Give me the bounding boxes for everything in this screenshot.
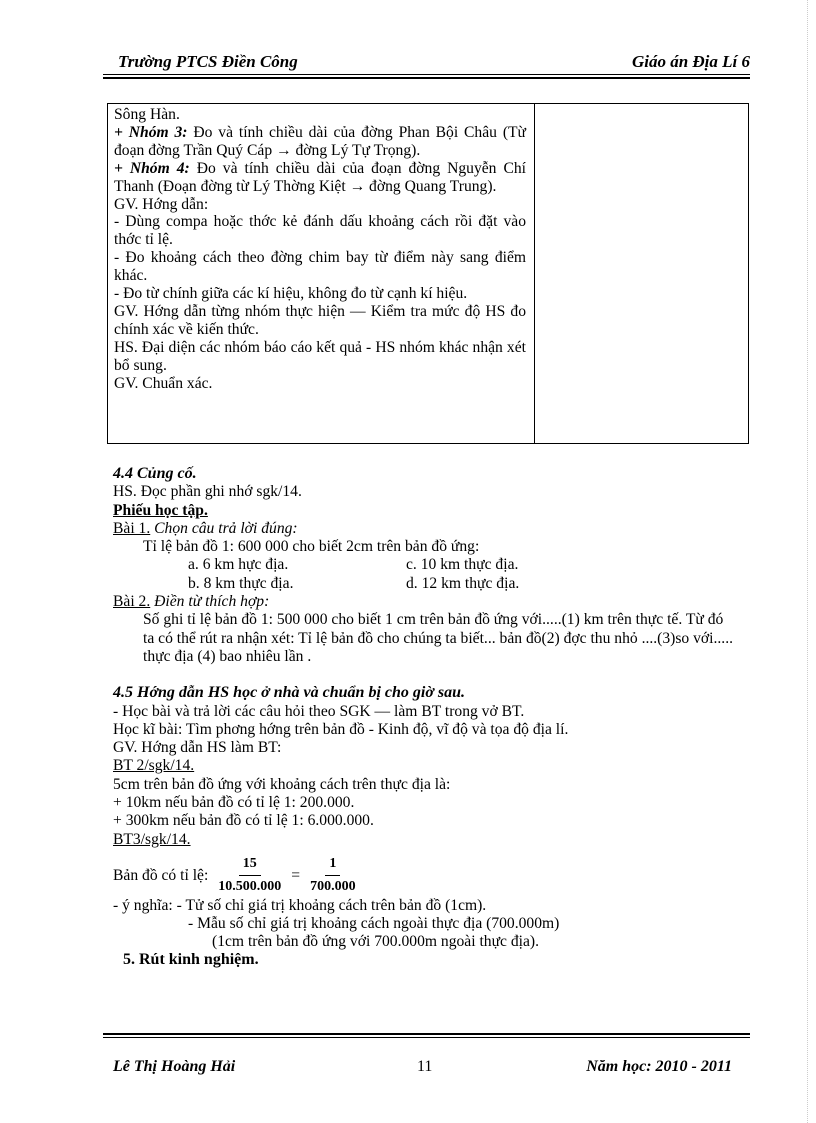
fraction-1-denominator: 10.500.000 [218,879,282,895]
option-c: c. 10 km thực địa. [406,556,519,574]
footer-author: Lê Thị Hoàng Hải [113,1058,236,1075]
bai2-prompt: Điền từ thích hợp: [150,593,270,611]
table-line-0: Sông Hàn. [114,106,180,123]
bai2-heading [113,593,733,611]
table-line-8: HS. Đại diện các nhóm báo cáo kết quả - HS nhóm khác nhận xét bổ sung. [114,338,526,374]
footer-rule-thick [103,1033,750,1035]
worksheet-title [113,502,733,520]
bai2-text: Số ghi tỉ lệ bản đồ 1: 500 000 cho biết 1 cm trên bản đồ ứng với.....(1) km trên thực tế. Từ đó ta có thể rút ra nhận xét: Tỉ lệ bản đồ cho chúng ta biết... bản đồ(2) đợc thu nhỏ ....(3)so với..... thực địa (4) bao nhiêu lần . [143,611,733,665]
section-44-title: 4.4 Củng cố. [113,465,197,482]
fraction-2-numerator: 1 [325,855,340,876]
bai1-label: Bài 1. [113,519,151,537]
section-44-line1: HS. Đọc phần ghi nhớ sgk/14. [113,483,302,501]
option-b: b. 8 km thực địa. [188,574,294,592]
section-45-line3: GV. Hớng dẫn HS làm BT: [113,739,282,757]
bt3-heading: BT3/sgk/14. [113,830,191,848]
group3-text: Đo và tính chiều dài của đờng Phan Bội Châu (Từ đoạn đờng Trần Quý Cáp → đờng Lý Tự Trọng). [114,123,526,159]
bai2-label: Bài 2. [113,593,151,611]
main-content [113,465,733,970]
meaning-line-2: - Mẫu số chỉ giá trị khoảng cách ngoài thực địa (700.000m) [188,914,560,932]
section-45-title: 4.5 Hớng dẫn HS học ở nhà và chuẩn bị cho giờ sau. [113,684,466,702]
bai1-question: Tỉ lệ bản đồ 1: 600 000 cho biết 2cm trên bản đồ ứng: [143,538,480,556]
fraction-2-denominator: 700.000 [310,879,356,895]
table-line-group3 [114,124,526,160]
fraction-label: Bản đồ có tỉ lệ: [113,866,209,884]
table-line-5: - Đo khoảng cách theo đờng chim bay từ điểm này sang điểm khác. [114,249,526,285]
footer-rule [103,1037,750,1038]
table-divider [534,104,535,443]
footer-school-year: Năm học: 2010 - 2011 [586,1058,732,1075]
page-number: 11 [417,1058,433,1075]
section-5-title: 5. Rút kinh nghiệm. [123,951,259,969]
table-line-4: - Dùng compa hoặc thớc kẻ đánh dấu khoảng cách rồi đặt vào thớc tỉ lệ. [114,213,526,249]
option-d: d. 12 km thực địa. [406,574,520,592]
section-45-line6: + 300km nếu bản đồ có tỉ lệ 1: 6.000.000. [113,812,374,830]
section-45-line2: Học kĩ bài: Tìm phơng hớng trên bản đồ - Kinh độ, vĩ độ và tọa độ địa lí. [113,720,569,738]
activity-table [107,103,749,444]
table-left-cell [114,106,526,393]
fraction-1-numerator: 15 [239,855,261,876]
meaning-line-3: (1cm trên bản đồ ứng với 700.000m ngoài thực địa). [212,933,539,951]
group4-text: Đo và tính chiều dài của đoạn đờng Nguyễn Chí Thanh (Đoạn đờng từ Lý Thờng Kiệt → đờng Quang Trung). [114,159,526,195]
table-line-9: GV. Chuẩn xác. [114,374,213,392]
table-line-group4 [114,160,526,196]
header-subject: Giáo án Địa Lí 6 [631,52,750,71]
worksheet-label: Phiếu học tập. [113,501,208,519]
bt2-heading: BT 2/sgk/14. [113,757,195,775]
options-row-2 [113,575,733,593]
table-line-6: - Đo từ chính giữa các kí hiệu, không đo từ cạnh kí hiệu. [114,285,468,303]
equals-sign: = [291,866,301,884]
meaning-line-1: - ý nghĩa: - Tử số chỉ giá trị khoảng cách trên bản đồ (1cm). [113,896,487,914]
header-school: Trường PTCS Điền Công [118,52,298,71]
section-45-line4: 5cm trên bản đồ ứng với khoảng cách trên thực địa là: [113,775,451,793]
group4-label: + Nhóm 4: [114,159,190,177]
header-rule-thick [103,77,750,79]
section-45-line1: - Học bài và trả lời các câu hỏi theo SGK — làm BT trong vở BT. [113,702,525,720]
page-edge-right [807,0,808,1123]
bai1-prompt: Chọn câu trả lời đúng: [150,519,298,537]
bai1-heading [113,520,733,538]
header-rule [103,74,750,75]
table-line-3: GV. Hớng dẫn: [114,195,209,213]
scale-fraction-line [113,855,733,897]
option-a: a. 6 km hực địa. [188,556,289,574]
options-row-1 [113,556,733,574]
section-45-line5: + 10km nếu bản đồ có tỉ lệ 1: 200.000. [113,794,355,812]
fraction-1 [218,855,281,897]
fraction-2 [310,855,356,897]
table-line-7: GV. Hớng dẫn từng nhóm thực hiện — Kiểm tra mức độ HS đo chính xác về kiến thức. [114,302,526,338]
group3-label: + Nhóm 3: [114,123,188,141]
